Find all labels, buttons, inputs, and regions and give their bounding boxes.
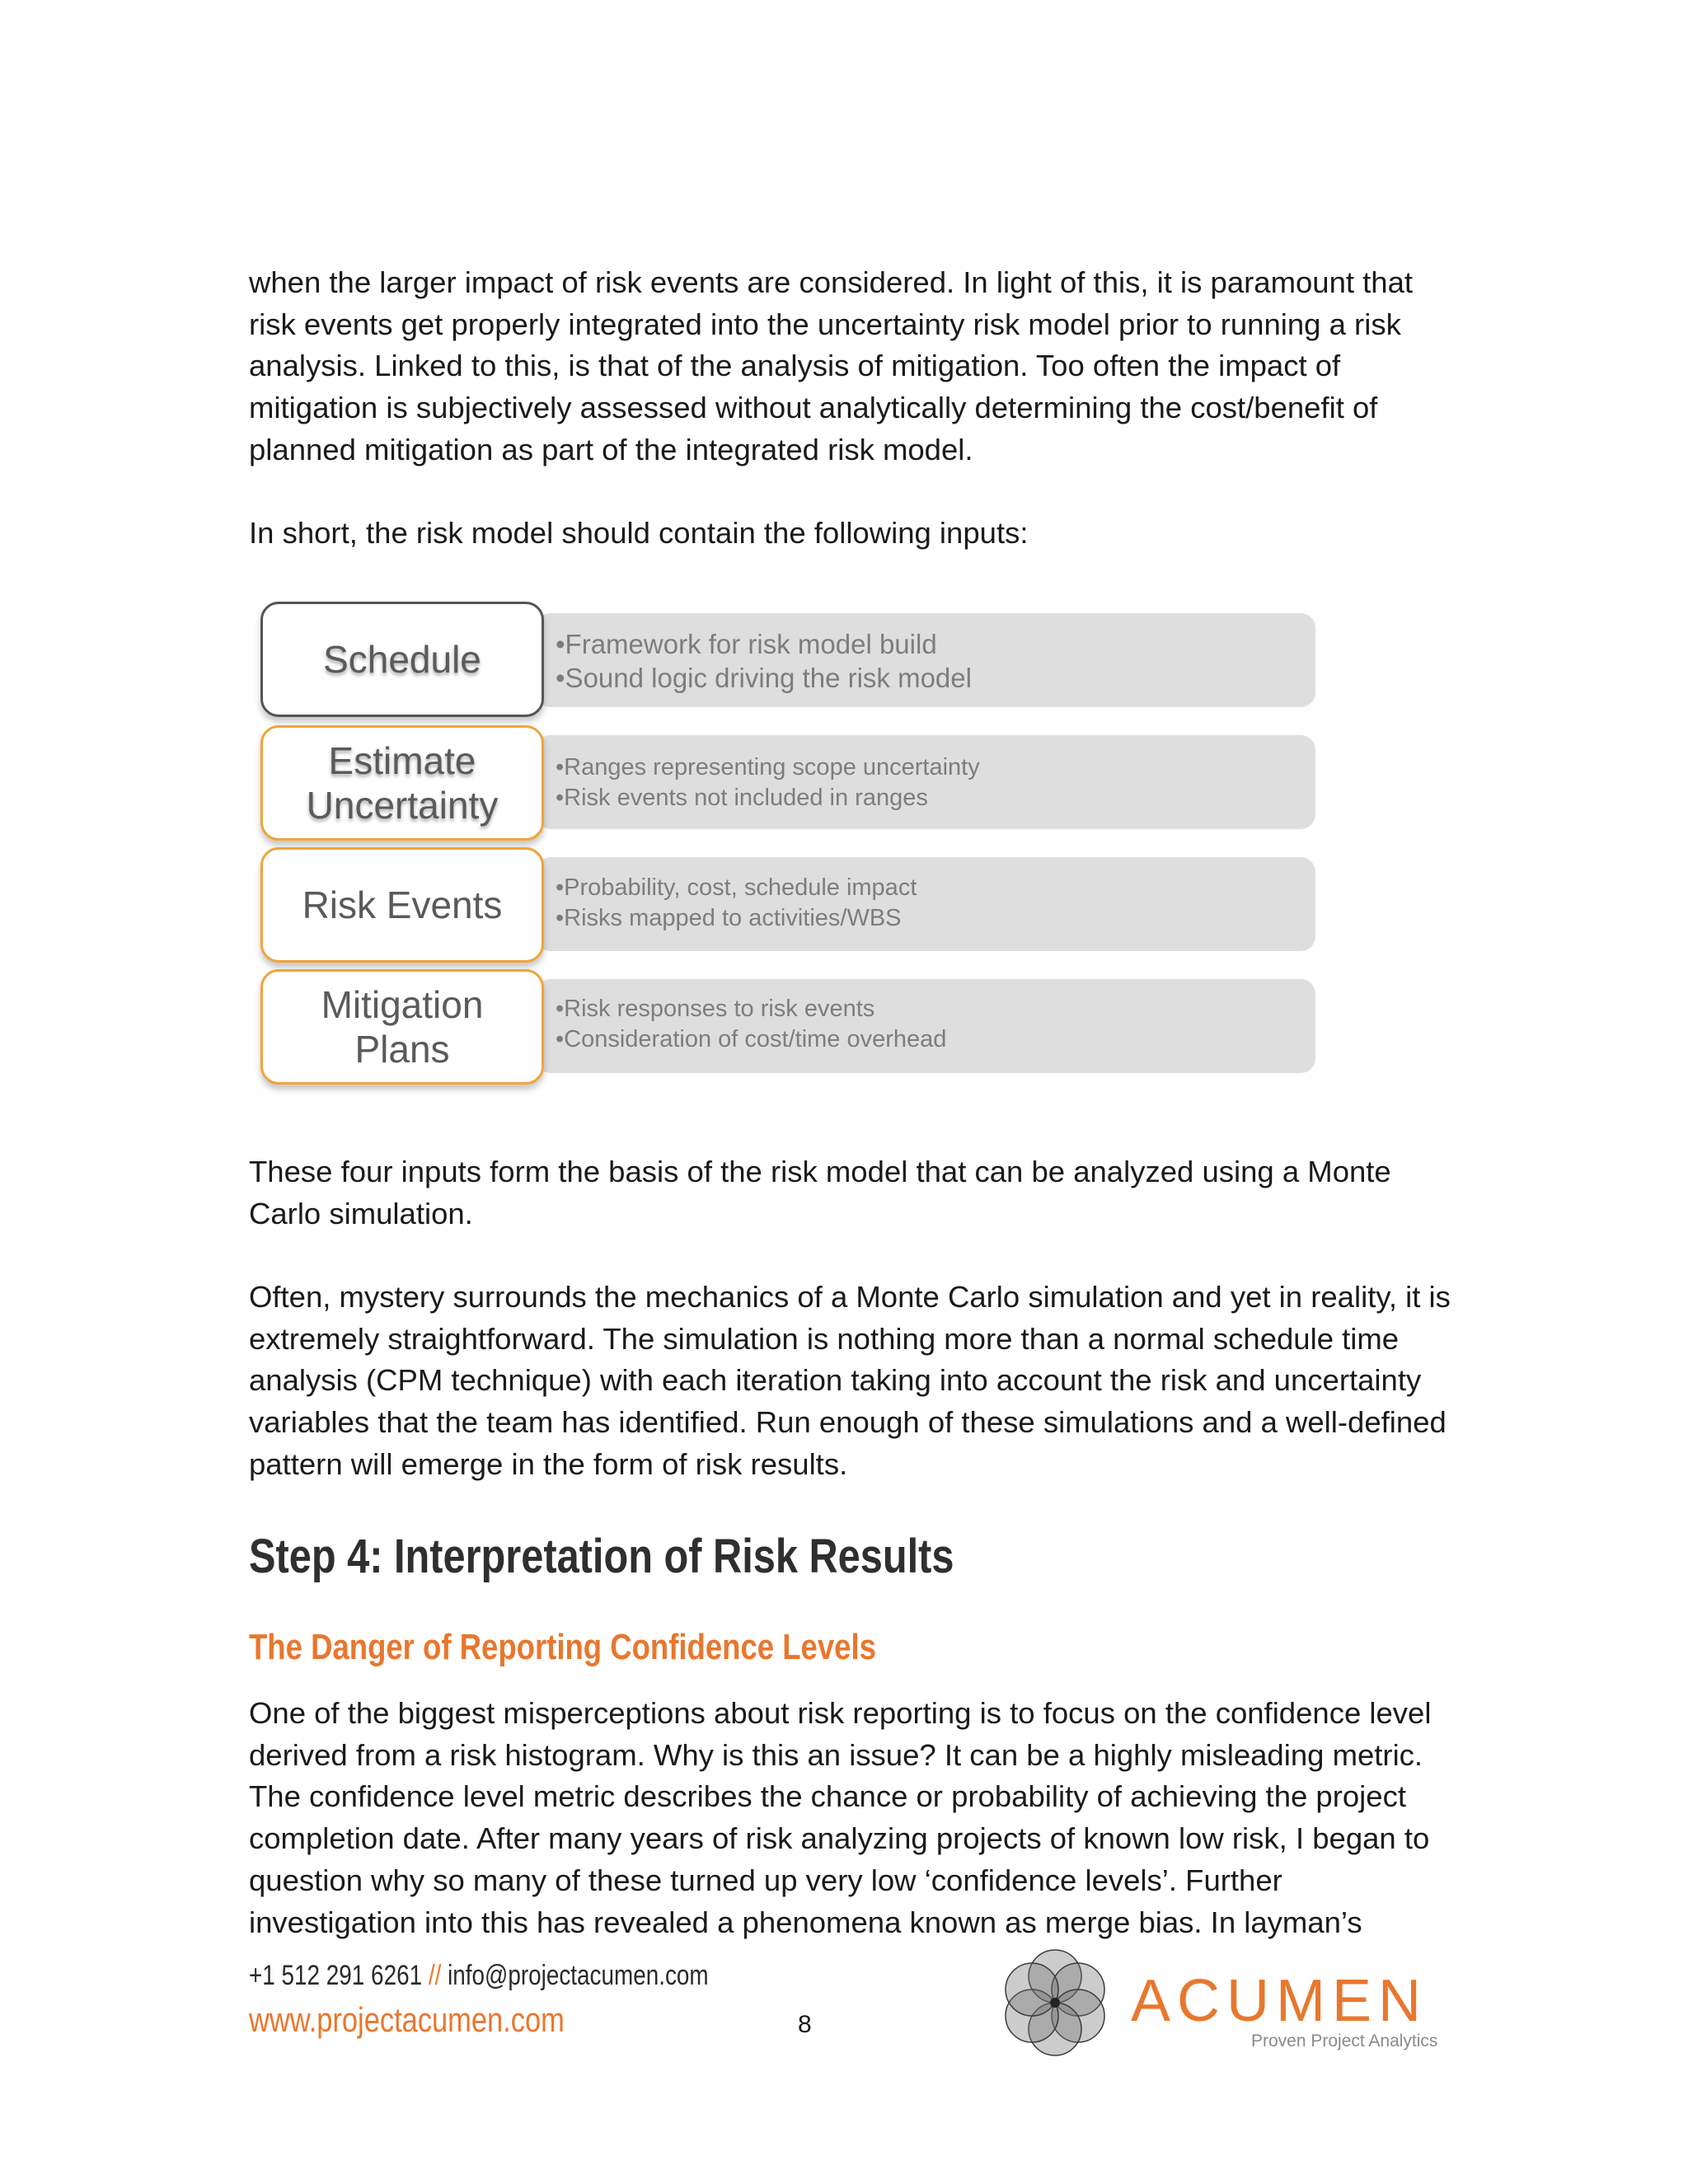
bullet-text: •Sound logic driving the risk model [556, 663, 972, 693]
bullet-text: •Risk events not included in ranges [556, 785, 928, 811]
bullet-text: •Probability, cost, schedule impact [556, 874, 917, 901]
body-paragraph-4: Often, mystery surrounds the mechanics of a Monte Carlo simulation and yet in reality, it is extremely straightforward. The simulation is nothing more than a normal schedule time analysis (CPM technique) with each iteration taking into account the risk and uncertainty variables that the team has identified. Run enough of these simulations and a well-defined pattern will emerge in the form of risk results. [249, 1280, 1451, 1481]
bullet-text: •Risk responses to risk events [556, 996, 875, 1022]
body-paragraph-5: One of the biggest misperceptions about risk reporting is to focus on the confidence level derived from a risk histogram. Why is this an issue? It can be a highly misleading metric. The confidence level metric describes the chance or probability of achieving the project completion date. After many years of risk analyzing projects of known low risk, I began to question why so many of these turned up very low ‘confidence levels’. Further investigation into this has revealed a phenomena known as merge bias. In layman’s [249, 1696, 1432, 1939]
label-text: Mitigation Plans [321, 983, 484, 1071]
bullet-text: •Framework for risk model build [556, 629, 937, 659]
label-mitigation-plans [260, 969, 544, 1085]
email-link[interactable]: info@projectacumen.com [448, 1960, 709, 1991]
website-link[interactable]: www.projectacumen.com [249, 2000, 565, 2039]
body-paragraph-1: when the larger impact of risk events are considered. In light of this, it is paramount that risk events get properly integrated into the uncertainty risk model prior to running a risk analysis. Linked to this, is that of the analysis of mitigation. Too often the impact of mitigation is subjectively assessed without analytically determining the cost/benefit of planned mitigation as part of the integrated risk model. [249, 265, 1414, 466]
bullet-text: •Risks mapped to activities/WBS [556, 905, 902, 931]
label-text: Estimate Uncertainty [306, 739, 499, 827]
label-schedule [260, 602, 544, 717]
separator: // [428, 1960, 442, 1991]
body-paragraph-2: In short, the risk model should contain the following inputs: [249, 516, 1029, 550]
page-number: 8 [798, 2011, 812, 2038]
label-text: Risk Events [302, 883, 503, 926]
subsection-heading: The Danger of Reporting Confidence Levels [249, 1627, 876, 1667]
footer-contact [249, 1960, 709, 1992]
bullet-text: •Consideration of cost/time overhead [556, 1026, 947, 1052]
risk-model-inputs-diagram [256, 600, 1063, 1094]
section-heading: Step 4: Interpretation of Risk Results [249, 1530, 954, 1583]
acumen-logo-icon [996, 1943, 1114, 2062]
phone-number: +1 512 291 6261 [249, 1960, 423, 1991]
label-estimate-uncertainty [260, 725, 544, 841]
brand-tagline: Proven Project Analytics [1251, 2032, 1438, 2050]
label-text: Schedule [323, 638, 481, 681]
body-paragraph-3: These four inputs form the basis of the risk model that can be analyzed using a Monte Carlo simulation. [249, 1155, 1391, 1230]
brand-wordmark: ACUMEN [1131, 1968, 1428, 2034]
bullet-text: •Ranges representing scope uncertainty [556, 754, 980, 780]
label-risk-events [260, 847, 544, 963]
